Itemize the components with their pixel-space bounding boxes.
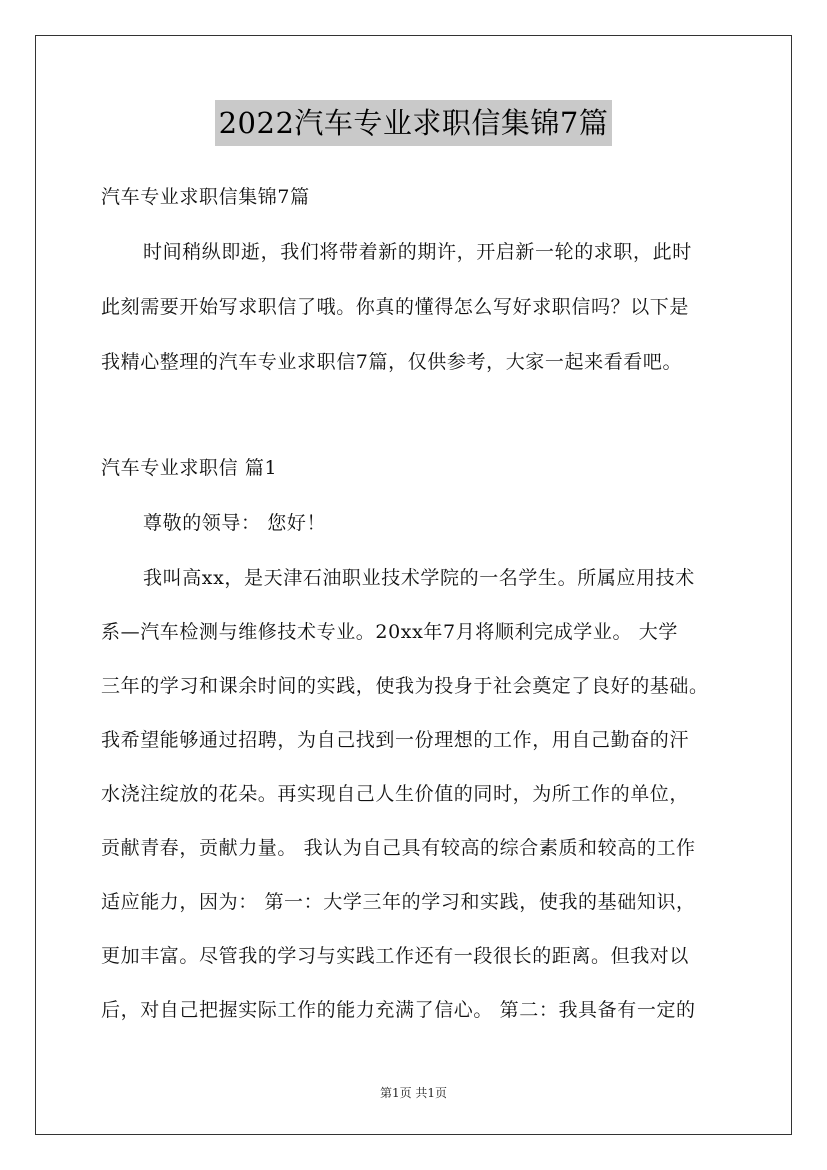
body-line-1: 我叫高xx，是天津石油职业技术学院的一名学生。所属应用技术 — [143, 567, 695, 589]
body-line-4: 我希望能够通过招聘，为自己找到一份理想的工作，用自己勤奋的汗 — [101, 729, 690, 751]
body-line-9: 后，对自己把握实际工作的能力充满了信心。 第二：我具备有一定的 — [101, 999, 696, 1021]
salutation: 尊敬的领导： 您好！ — [143, 512, 327, 534]
body-line-8: 更加丰富。尽管我的学习与实践工作还有一段很长的距离。但我对以 — [101, 945, 690, 967]
body-line-3: 三年的学习和课余时间的实践，使我为投身于社会奠定了良好的基础。 — [101, 675, 709, 697]
body-line-5: 水浇注绽放的花朵。再实现自己人生价值的同时，为所工作的单位， — [101, 783, 690, 805]
intro-line-1: 时间稍纵即逝，我们将带着新的期许，开启新一轮的求职，此时 — [143, 241, 692, 263]
title-wrap — [0, 100, 827, 146]
section-heading: 汽车专业求职信 篇1 — [101, 457, 278, 479]
body-line-6: 贡献青春，贡献力量。 我认为自己具有较高的综合素质和较高的工作 — [101, 837, 696, 859]
intro-line-3: 我精心整理的汽车专业求职信7篇，仅供参考，大家一起来看看吧。 — [101, 351, 683, 373]
body-line-2: 系—汽车检测与维修技术专业。20xx年7月将顺利完成学业。 大学 — [101, 621, 678, 643]
document-subtitle: 汽车专业求职信集锦7篇 — [101, 186, 310, 208]
document-title: 2022汽车专业求职信集锦7篇 — [215, 100, 613, 146]
page-footer: 第1页 共1页 — [379, 1086, 448, 1100]
body-line-7: 适应能力，因为： 第一：大学三年的学习和实践，使我的基础知识， — [101, 891, 696, 913]
intro-line-2: 此刻需要开始写求职信了哦。你真的懂得怎么写好求职信吗？以下是 — [101, 296, 690, 318]
